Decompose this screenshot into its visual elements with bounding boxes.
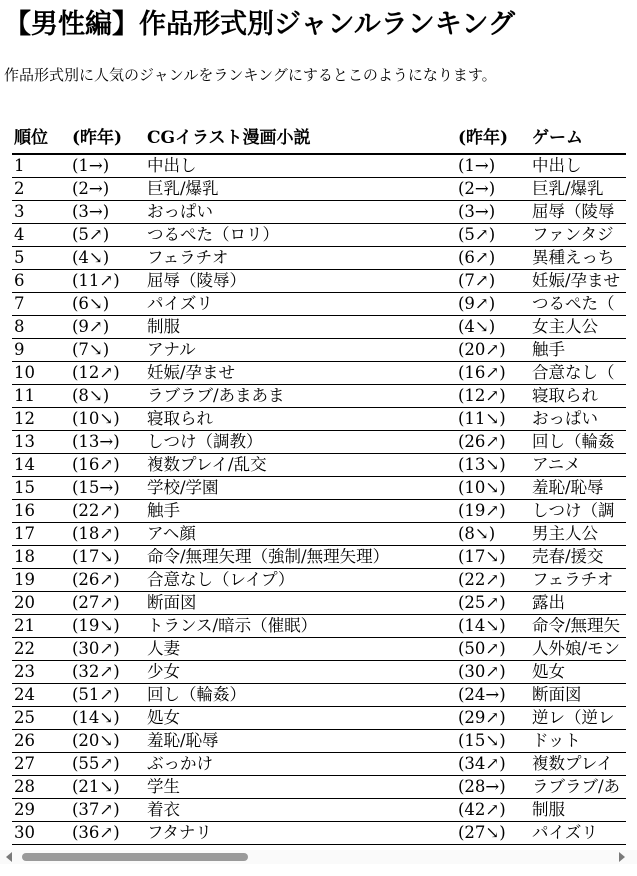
table-row [12, 293, 626, 316]
last-year-cg-cell: (2→) [70, 178, 145, 201]
cg-genre-cell: つるぺた（ロリ） [145, 224, 456, 247]
cg-genre-cell: 命令/無理矢理（強制/無理矢理） [145, 546, 456, 569]
rank-cell: 5 [12, 247, 70, 270]
last-year-cg-cell: (8↘) [70, 385, 145, 408]
last-year-cg-cell: (30↗) [70, 638, 145, 661]
last-year-cg-cell: (26↗) [70, 569, 145, 592]
table-row [12, 707, 626, 730]
rank-cell: 13 [12, 431, 70, 454]
last-year-cg-cell: (27↗) [70, 592, 145, 615]
ranking-table-viewport[interactable] [12, 124, 626, 850]
rank-cell: 18 [12, 546, 70, 569]
game-genre-cell: 命令/無理矢 [530, 615, 626, 638]
last-year-game-cell: (27↘) [456, 822, 530, 845]
last-year-game-cell: (13↘) [456, 454, 530, 477]
cg-genre-cell: 触手 [145, 500, 456, 523]
rank-cell: 11 [12, 385, 70, 408]
last-year-cg-cell: (36↗) [70, 822, 145, 845]
last-year-game-cell: (34↗) [456, 753, 530, 776]
page-title: 【男性編】作品形式別ジャンルランキング [4, 9, 515, 40]
cg-genre-cell: 巨乳/爆乳 [145, 178, 456, 201]
table-row [12, 753, 626, 776]
scrollbar-thumb[interactable] [22, 853, 248, 861]
horizontal-scrollbar[interactable] [0, 850, 637, 864]
rank-cell: 20 [12, 592, 70, 615]
table-header-row [12, 124, 626, 154]
last-year-game-cell: (14↘) [456, 615, 530, 638]
intro-text: 作品形式別に人気のジャンルをランキングにするとこのようになります。 [4, 66, 497, 84]
rank-cell: 25 [12, 707, 70, 730]
game-genre-cell: 触手 [530, 339, 626, 362]
last-year-game-cell: (2→) [456, 178, 530, 201]
game-genre-cell: ファンタジ [530, 224, 626, 247]
rank-cell: 16 [12, 500, 70, 523]
game-genre-cell: 回し（輪姦 [530, 431, 626, 454]
cg-genre-cell: 人妻 [145, 638, 456, 661]
rank-cell: 29 [12, 799, 70, 822]
rank-cell: 4 [12, 224, 70, 247]
game-genre-cell: 売春/援交 [530, 546, 626, 569]
rank-cell: 26 [12, 730, 70, 753]
cg-genre-cell: アナル [145, 339, 456, 362]
game-genre-cell: 異種えっち [530, 247, 626, 270]
last-year-cg-cell: (3→) [70, 201, 145, 224]
table-row [12, 339, 626, 362]
rank-cell: 9 [12, 339, 70, 362]
rank-cell: 12 [12, 408, 70, 431]
last-year-game-cell: (5↗) [456, 224, 530, 247]
last-year-cg-cell: (12↗) [70, 362, 145, 385]
scroll-left-arrow-icon[interactable] [6, 852, 12, 862]
last-year-cg-cell: (15→) [70, 477, 145, 500]
last-year-game-cell: (16↗) [456, 362, 530, 385]
game-genre-cell: 中出し [530, 154, 626, 178]
rank-cell: 6 [12, 270, 70, 293]
rank-cell: 10 [12, 362, 70, 385]
last-year-game-cell: (8↘) [456, 523, 530, 546]
rank-cell: 14 [12, 454, 70, 477]
table-row [12, 431, 626, 454]
cg-genre-cell: おっぱい [145, 201, 456, 224]
rank-cell: 3 [12, 201, 70, 224]
game-genre-cell: 露出 [530, 592, 626, 615]
scroll-right-arrow-icon[interactable] [619, 852, 625, 862]
last-year-cg-cell: (6↘) [70, 293, 145, 316]
rank-cell: 1 [12, 154, 70, 178]
last-year-game-cell: (9↗) [456, 293, 530, 316]
cg-genre-cell: 学生 [145, 776, 456, 799]
header-last-year-cg: (昨年) [70, 124, 145, 154]
rank-cell: 27 [12, 753, 70, 776]
cg-genre-cell: 処女 [145, 707, 456, 730]
last-year-cg-cell: (13→) [70, 431, 145, 454]
rank-cell: 8 [12, 316, 70, 339]
table-row [12, 247, 626, 270]
last-year-game-cell: (3→) [456, 201, 530, 224]
game-genre-cell: ドット [530, 730, 626, 753]
game-genre-cell: パイズリ [530, 822, 626, 845]
last-year-cg-cell: (37↗) [70, 799, 145, 822]
cg-genre-cell: 合意なし（レイプ） [145, 569, 456, 592]
last-year-game-cell: (25↗) [456, 592, 530, 615]
last-year-game-cell: (29↗) [456, 707, 530, 730]
game-genre-cell: 断面図 [530, 684, 626, 707]
ranking-table [12, 124, 626, 845]
last-year-game-cell: (22↗) [456, 569, 530, 592]
last-year-game-cell: (6↗) [456, 247, 530, 270]
game-genre-cell: 男主人公 [530, 523, 626, 546]
table-row [12, 569, 626, 592]
game-genre-cell: 複数プレイ [530, 753, 626, 776]
last-year-cg-cell: (14↘) [70, 707, 145, 730]
last-year-game-cell: (4↘) [456, 316, 530, 339]
rank-cell: 22 [12, 638, 70, 661]
table-row [12, 730, 626, 753]
table-row [12, 362, 626, 385]
last-year-game-cell: (26↗) [456, 431, 530, 454]
game-genre-cell: 女主人公 [530, 316, 626, 339]
last-year-cg-cell: (22↗) [70, 500, 145, 523]
table-row [12, 201, 626, 224]
last-year-game-cell: (28→) [456, 776, 530, 799]
game-genre-cell: ラブラブ/あ [530, 776, 626, 799]
rank-cell: 17 [12, 523, 70, 546]
cg-genre-cell: 屈辱（陵辱） [145, 270, 456, 293]
table-row [12, 154, 626, 178]
last-year-cg-cell: (18↗) [70, 523, 145, 546]
rank-cell: 30 [12, 822, 70, 845]
game-genre-cell: 制服 [530, 799, 626, 822]
last-year-cg-cell: (51↗) [70, 684, 145, 707]
last-year-cg-cell: (21↘) [70, 776, 145, 799]
table-row [12, 638, 626, 661]
last-year-cg-cell: (9↗) [70, 316, 145, 339]
last-year-cg-cell: (1→) [70, 154, 145, 178]
table-row [12, 776, 626, 799]
table-row [12, 385, 626, 408]
game-genre-cell: 合意なし（ [530, 362, 626, 385]
cg-genre-cell: 学校/学園 [145, 477, 456, 500]
last-year-game-cell: (10↘) [456, 477, 530, 500]
cg-genre-cell: しつけ（調教） [145, 431, 456, 454]
last-year-game-cell: (1→) [456, 154, 530, 178]
cg-genre-cell: 断面図 [145, 592, 456, 615]
last-year-game-cell: (24→) [456, 684, 530, 707]
game-genre-cell: アニメ [530, 454, 626, 477]
last-year-game-cell: (15↘) [456, 730, 530, 753]
table-row [12, 523, 626, 546]
rank-cell: 19 [12, 569, 70, 592]
last-year-cg-cell: (11↗) [70, 270, 145, 293]
game-genre-cell: 逆レ（逆レ [530, 707, 626, 730]
rank-cell: 23 [12, 661, 70, 684]
table-row [12, 799, 626, 822]
table-row [12, 178, 626, 201]
table-row [12, 224, 626, 247]
game-genre-cell: 屈辱（陵辱 [530, 201, 626, 224]
cg-genre-cell: 妊娠/孕ませ [145, 362, 456, 385]
cg-genre-cell: フェラチオ [145, 247, 456, 270]
game-genre-cell: 処女 [530, 661, 626, 684]
last-year-game-cell: (42↗) [456, 799, 530, 822]
table-row [12, 477, 626, 500]
cg-genre-cell: アヘ顔 [145, 523, 456, 546]
last-year-game-cell: (19↗) [456, 500, 530, 523]
cg-genre-cell: 中出し [145, 154, 456, 178]
table-body [12, 154, 626, 845]
last-year-cg-cell: (5↗) [70, 224, 145, 247]
table-row [12, 270, 626, 293]
rank-cell: 15 [12, 477, 70, 500]
game-genre-cell: 人外娘/モン [530, 638, 626, 661]
table-row [12, 408, 626, 431]
cg-genre-cell: フタナリ [145, 822, 456, 845]
game-genre-cell: おっぱい [530, 408, 626, 431]
last-year-cg-cell: (10↘) [70, 408, 145, 431]
last-year-cg-cell: (20↘) [70, 730, 145, 753]
rank-cell: 24 [12, 684, 70, 707]
game-genre-cell: 羞恥/恥辱 [530, 477, 626, 500]
rank-cell: 28 [12, 776, 70, 799]
cg-genre-cell: ラブラブ/あまあま [145, 385, 456, 408]
rank-cell: 7 [12, 293, 70, 316]
last-year-cg-cell: (4↘) [70, 247, 145, 270]
last-year-cg-cell: (32↗) [70, 661, 145, 684]
table-row [12, 316, 626, 339]
table-row [12, 592, 626, 615]
last-year-game-cell: (17↘) [456, 546, 530, 569]
last-year-cg-cell: (7↘) [70, 339, 145, 362]
cg-genre-cell: 複数プレイ/乱交 [145, 454, 456, 477]
last-year-game-cell: (20↗) [456, 339, 530, 362]
game-genre-cell: フェラチオ [530, 569, 626, 592]
game-genre-cell: つるぺた（ [530, 293, 626, 316]
last-year-game-cell: (7↗) [456, 270, 530, 293]
header-last-year-game: (昨年) [456, 124, 530, 154]
table-row [12, 615, 626, 638]
last-year-game-cell: (11↘) [456, 408, 530, 431]
cg-genre-cell: 制服 [145, 316, 456, 339]
game-genre-cell: 寝取られ [530, 385, 626, 408]
last-year-cg-cell: (55↗) [70, 753, 145, 776]
table-row [12, 454, 626, 477]
last-year-game-cell: (50↗) [456, 638, 530, 661]
table-row [12, 500, 626, 523]
cg-genre-cell: トランス/暗示（催眠） [145, 615, 456, 638]
cg-genre-cell: 着衣 [145, 799, 456, 822]
header-cg-illust-manga-novel: CGイラスト漫画小説 [145, 124, 456, 154]
last-year-cg-cell: (17↘) [70, 546, 145, 569]
last-year-game-cell: (12↗) [456, 385, 530, 408]
game-genre-cell: 妊娠/孕ませ [530, 270, 626, 293]
game-genre-cell: しつけ（調 [530, 500, 626, 523]
rank-cell: 2 [12, 178, 70, 201]
cg-genre-cell: 寝取られ [145, 408, 456, 431]
cg-genre-cell: 回し（輪姦） [145, 684, 456, 707]
header-rank: 順位 [12, 124, 70, 154]
table-row [12, 661, 626, 684]
cg-genre-cell: 羞恥/恥辱 [145, 730, 456, 753]
last-year-cg-cell: (16↗) [70, 454, 145, 477]
header-game: ゲーム [530, 124, 626, 154]
cg-genre-cell: パイズリ [145, 293, 456, 316]
rank-cell: 21 [12, 615, 70, 638]
table-row [12, 822, 626, 845]
table-row [12, 546, 626, 569]
game-genre-cell: 巨乳/爆乳 [530, 178, 626, 201]
last-year-game-cell: (30↗) [456, 661, 530, 684]
last-year-cg-cell: (19↘) [70, 615, 145, 638]
cg-genre-cell: ぶっかけ [145, 753, 456, 776]
table-row [12, 684, 626, 707]
cg-genre-cell: 少女 [145, 661, 456, 684]
